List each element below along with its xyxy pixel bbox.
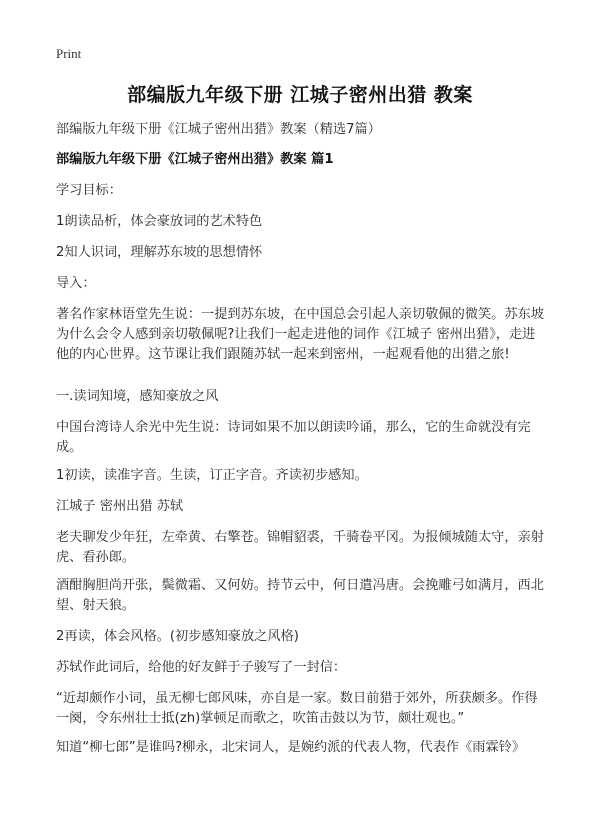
paragraph: 一.读词知境，感知豪放之风 (56, 389, 219, 404)
section-heading: 部编版九年级下册《江城子密州出猎》教案 篇1 (56, 152, 334, 167)
paragraph: 1朗读品析，体会豪放词的艺术特色 (56, 214, 263, 229)
paragraph: 著名作家林语堂先生说：一提到苏东坡，在中国总会引起人亲切敬佩的微笑。苏东坡为什么会令人感到亲切敬佩呢?让我们一起走进他的词作《江城子 密州出猎》，走进他的内心世界。这节课让我们跟随苏轼一起来到密州，一起观看他的出猎之旅! (56, 307, 544, 362)
poem-stanza: 老夫聊发少年狂，左牵黄、右擎苍。锦帽貂裘，千骑卷平冈。为报倾城随太守，亲射虎、看孙郎。 (56, 530, 544, 565)
print-label[interactable]: Print (56, 46, 82, 61)
paragraph: 2知人识词，理解苏东坡的思想情怀 (56, 245, 263, 260)
paragraph: 苏轼作此词后，给他的好友鲜于子骏写了一封信： (56, 660, 347, 675)
quotation: “近却颇作小词，虽无柳七郎风味，亦自是一家。数日前猎于郊外，所获颇多。作得一阕，令东州壮士抵(zh)掌顿足而歌之，吹笛击鼓以为节，颇壮观也。” (56, 691, 538, 726)
paragraph: 2再读，体会风格。(初步感知豪放之风格) (56, 629, 299, 644)
paragraph: 1初读，读准字音。生读，订正字音。齐读初步感知。 (56, 468, 368, 483)
document-subtitle: 部编版九年级下册《江城子密州出猎》教案（精选7篇） (56, 122, 381, 137)
paragraph: 知道“柳七郎”是谁吗?柳永，北宋词人，是婉约派的代表人物，代表作《雨霖铃》 (56, 740, 526, 755)
poem-title: 江城子 密州出猎 苏轼 (56, 499, 184, 514)
paragraph: 导入： (56, 276, 96, 291)
paragraph: 学习目标： (56, 183, 122, 198)
paragraph: 中国台湾诗人余光中先生说：诗词如果不加以朗读吟诵，那么，它的生命就没有完成。 (56, 420, 531, 455)
document-title: 部编版九年级下册 江城子密州出猎 教案 (127, 84, 473, 106)
poem-stanza: 酒酣胸胆尚开张，鬓微霜、又何妨。持节云中，何日遣冯唐。会挽雕弓如满月，西北望、射天狼。 (56, 578, 544, 613)
